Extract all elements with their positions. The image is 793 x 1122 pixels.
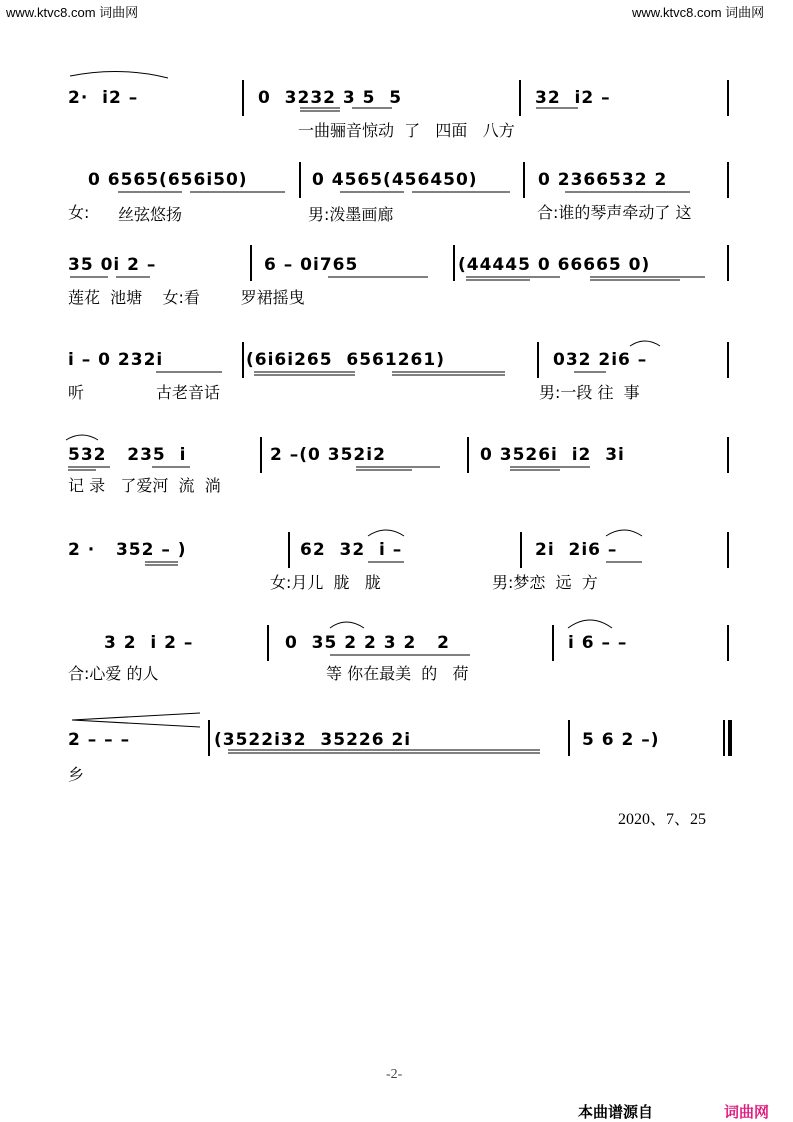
measure-7-2: 0 35 2 2 3 2 2 [285,633,450,653]
lyric-line-4c: 男:一段 往 事 [539,383,640,402]
lyric-line-8: 乡 [68,765,85,784]
lyric-line-7a: 合:心爱 的人 [68,664,159,683]
lyric-label-female: 女: [68,203,90,222]
lyric-line-2c: 合:谁的琴声牵动了 这 [537,203,692,222]
lyric-line-6a: 女:月儿 胧 胧 [270,573,381,592]
lyric-line-7b: 等 你在最美 的 荷 [326,664,469,683]
measure-4-3: 032 2i6 – [553,350,648,370]
measure-5-2: 2 –(0 352i2 [270,445,386,465]
measure-3-2: 6 – 0i765 [264,255,359,275]
lyric-line-6b: 男:梦恋 远 方 [492,573,598,592]
header-left-url[interactable]: www.ktvc8.com 词曲网 [6,5,139,20]
header-right-url[interactable]: www.ktvc8.com 词曲网 [632,5,765,20]
measure-5-3: 0 3526i i2 3i [480,445,625,465]
measure-3-1: 35 0i 2 – [68,255,157,275]
lyric-line-3: 莲花 池塘 女:看 罗裙摇曳 [68,288,305,307]
measure-5-1: 532 235 i [68,445,187,465]
measure-6-3: 2i 2i6 – [535,540,618,560]
lyric-line-5: 记 录 了爱河 流 淌 [68,476,221,495]
measure-4-2: (6i6i265 6561261) [246,350,445,370]
measure-1-2: 0 3232 3 5 5 [258,88,403,108]
measure-2-1: 0 6565(656i50) [88,170,248,190]
measure-2-3: 0 2366532 2 [538,170,668,190]
footer-source-label: 本曲谱源自 [578,1103,654,1121]
measure-2-2: 0 4565(456450) [312,170,478,190]
measure-3-3: (44445 0 66665 0) [458,255,651,275]
measure-1-1: 2· i2 – [68,88,139,108]
composition-date: 2020、7、25 [618,811,707,828]
footer-source-name[interactable]: 词曲网 [724,1103,770,1121]
measure-8-1: 2 – – – [68,730,131,750]
measure-8-3: 5 6 2 –) [582,730,660,750]
measure-4-1: i – 0 232i [68,350,164,370]
lyric-line-2b: 男:泼墨画廊 [308,205,394,224]
measure-1-3: 32 i2 – [535,88,611,108]
lyric-line-4a: 听 [68,383,85,402]
lyric-line-1: 一曲骊音惊动 了 四面 八方 [298,121,515,140]
lyric-line-2a: 丝弦悠扬 [118,205,183,224]
measure-8-2: (3522i32 35226 2i [214,730,412,750]
measure-6-2: 62 32 i – [300,540,403,560]
measure-7-1: 3 2 i 2 – [104,633,194,653]
measure-6-1: 2 · 352 – ) [68,540,187,560]
lyric-line-4b: 古老音话 [156,383,221,402]
page-number: -2- [386,1067,403,1082]
measure-7-3: i 6 – – [568,633,628,653]
